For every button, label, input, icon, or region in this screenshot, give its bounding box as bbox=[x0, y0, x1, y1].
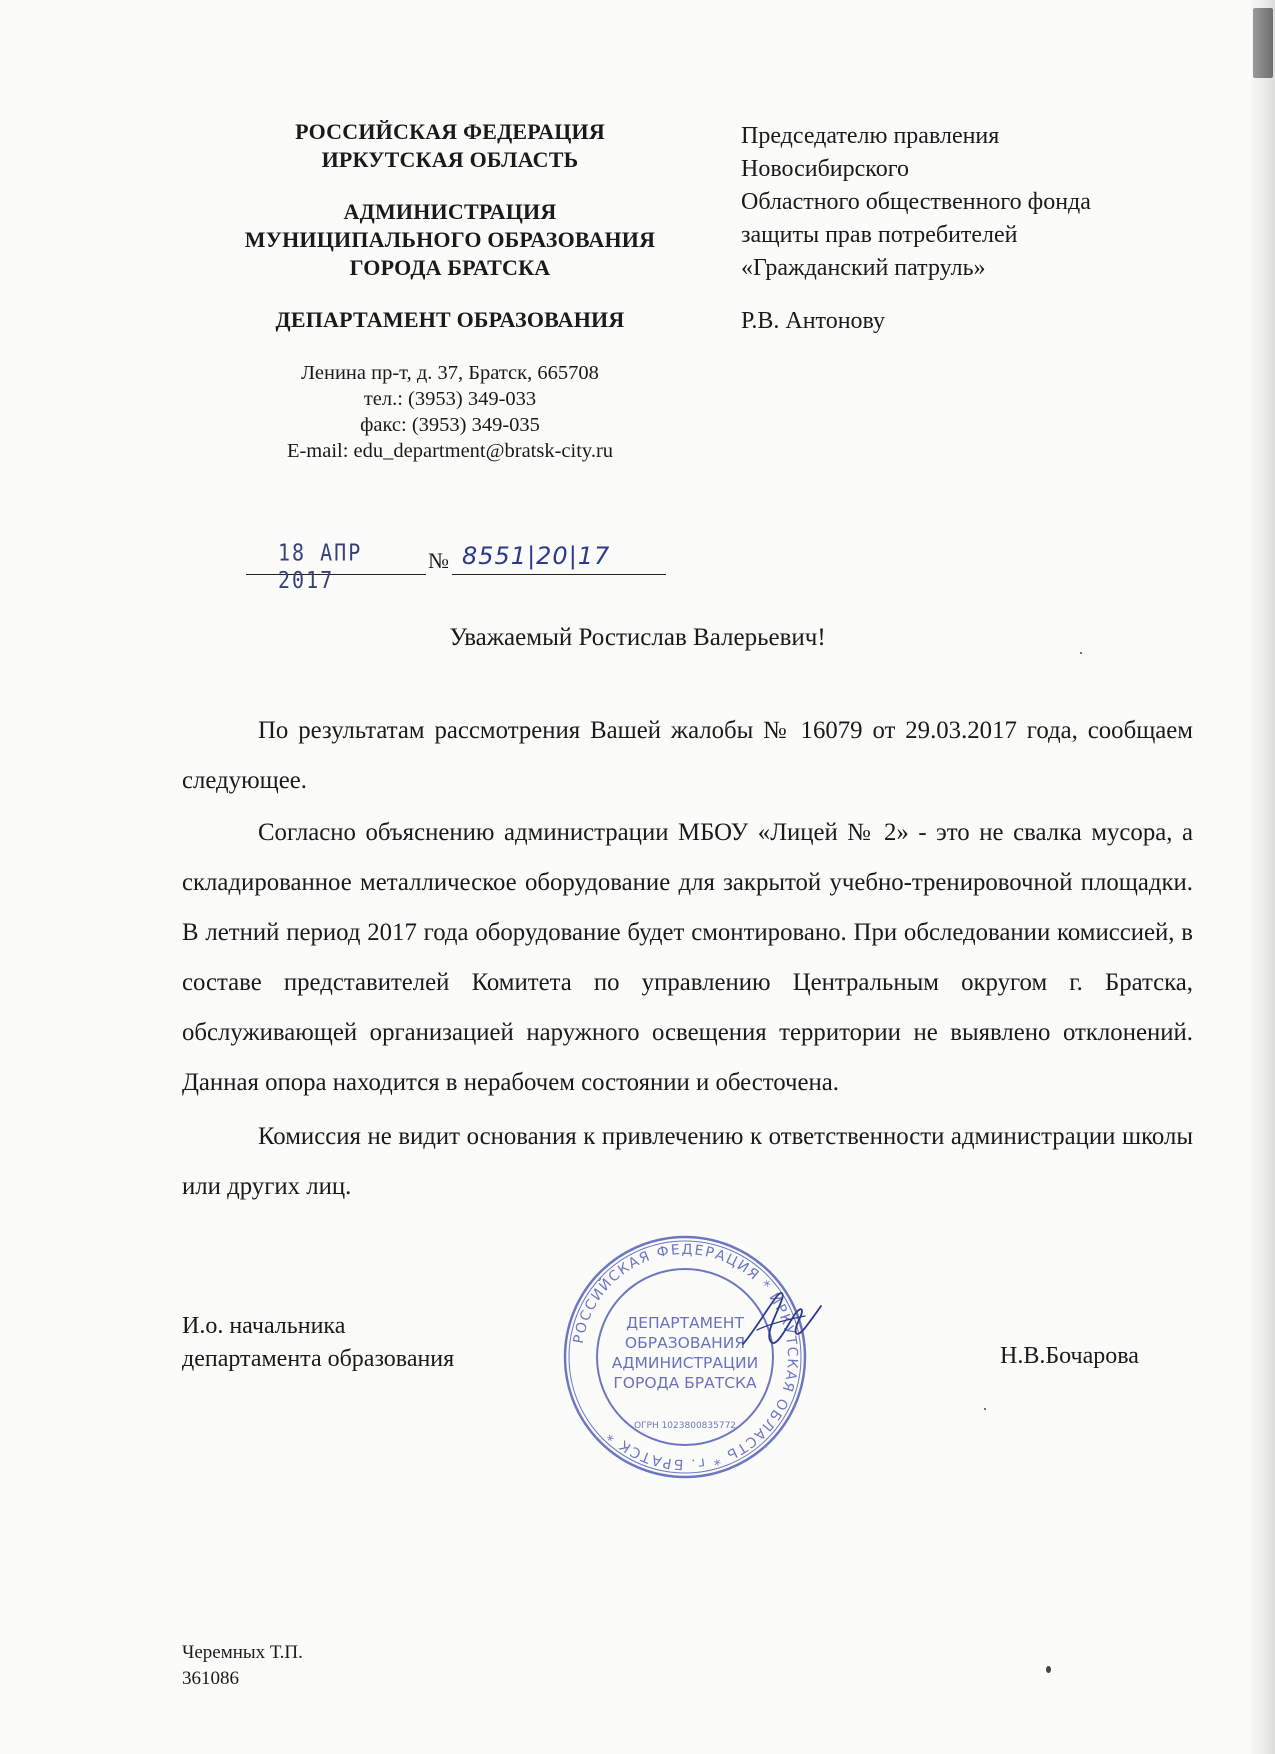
recipient-line5: «Гражданский патруль» bbox=[741, 255, 986, 281]
signatory-title-line1: И.о. начальника bbox=[182, 1313, 346, 1339]
sender-admin-line1: АДМИНИСТРАЦИЯ bbox=[343, 199, 557, 224]
recipient-name: Р.В. Антонову bbox=[741, 308, 886, 334]
registration-number-handwritten: 8551|20|17 bbox=[462, 542, 611, 570]
recipient-line1: Председателю правления bbox=[741, 123, 1000, 149]
registration-date-field bbox=[246, 538, 426, 594]
sender-department: ДЕПАРТАМЕНТ ОБРАЗОВАНИЯ bbox=[275, 307, 625, 332]
registration-line bbox=[246, 538, 666, 594]
executor-name: Черемных Т.П. bbox=[182, 1642, 303, 1663]
stamp-line4: ГОРОДА БРАТСКА bbox=[613, 1374, 757, 1392]
scan-speck bbox=[1046, 1666, 1051, 1673]
executor-block bbox=[182, 1640, 303, 1692]
sender-address: Ленина пр-т, д. 37, Братск, 665708 bbox=[301, 362, 599, 384]
recipient-line3: Областного общественного фонда bbox=[741, 189, 1091, 215]
sender-fax: факс: (3953) 349-035 bbox=[360, 414, 540, 436]
registration-number-label: № bbox=[428, 548, 449, 573]
sender-admin-line3: ГОРОДА БРАТСКА bbox=[349, 255, 551, 280]
signatory-name: Н.В.Бочарова bbox=[1000, 1343, 1139, 1369]
stamp-outer-text: РОССИЙСКАЯ ФЕДЕРАЦИЯ * ИРКУТСКАЯ ОБЛАСТЬ * г. БРАТСК * bbox=[570, 1241, 801, 1473]
letter-body bbox=[182, 706, 1193, 1212]
sender-region: ИРКУТСКАЯ ОБЛАСТЬ bbox=[321, 147, 579, 172]
sender-country: РОССИЙСКАЯ ФЕДЕРАЦИЯ bbox=[295, 119, 605, 144]
recipient-line2: Новосибирского bbox=[741, 156, 909, 182]
scan-speck bbox=[1080, 652, 1082, 654]
stamp-line3: АДМИНИСТРАЦИИ bbox=[611, 1354, 759, 1372]
salutation: Уважаемый Ростислав Валерьевич! bbox=[449, 624, 826, 651]
sender-email: E-mail: edu_department@bratsk-city.ru bbox=[286, 440, 614, 462]
recipient-line4: защиты прав потребителей bbox=[741, 222, 1018, 248]
executor-phone: 361086 bbox=[182, 1668, 239, 1689]
registration-date-stamp: 18 АПР 2017 bbox=[278, 538, 363, 594]
registration-number-field bbox=[452, 540, 666, 575]
sender-admin-line2: МУНИЦИПАЛЬНОГО ОБРАЗОВАНИЯ bbox=[244, 227, 656, 252]
body-paragraph-3: Комиссия не видит основания к привлечению к ответственности администрации школы или других лиц. bbox=[182, 1123, 1193, 1200]
handwritten-signature bbox=[735, 1282, 825, 1362]
sender-header bbox=[210, 118, 690, 464]
stamp-line1: ДЕПАРТАМЕНТ bbox=[626, 1314, 744, 1332]
sender-phone: тел.: (3953) 349-033 bbox=[363, 388, 537, 410]
scan-edge bbox=[1251, 0, 1275, 1754]
scan-clip-mark bbox=[1253, 8, 1273, 78]
signatory-title-line2: департамента образования bbox=[182, 1346, 455, 1372]
body-paragraph-1: По результатам рассмотрения Вашей жалобы № 16079 от 29.03.2017 года, сообщаем следующее. bbox=[182, 717, 1193, 794]
body-paragraph-2: Согласно объяснению администрации МБОУ «Лицей № 2» - это не свалка мусора, а складированное металлическое оборудование для закрытой учебно-тренировочной площадки. В летний период 2017 года оборудование будет смонтировано. При обследовании комиссией, в составе представителей Комитета по управлению Центральным округом г. Братска, обслуживающей организацией наружного освещения территории не выявлено отклонений. Данная опора находится в нерабочем состоянии и обесточена. bbox=[182, 819, 1193, 1096]
stamp-ogrn: ОГРН 1023800835772 bbox=[633, 1421, 737, 1431]
recipient-block bbox=[741, 120, 1221, 338]
scan-speck bbox=[984, 1408, 986, 1410]
stamp-line2: ОБРАЗОВАНИЯ bbox=[624, 1334, 746, 1352]
signatory-title bbox=[182, 1310, 454, 1376]
